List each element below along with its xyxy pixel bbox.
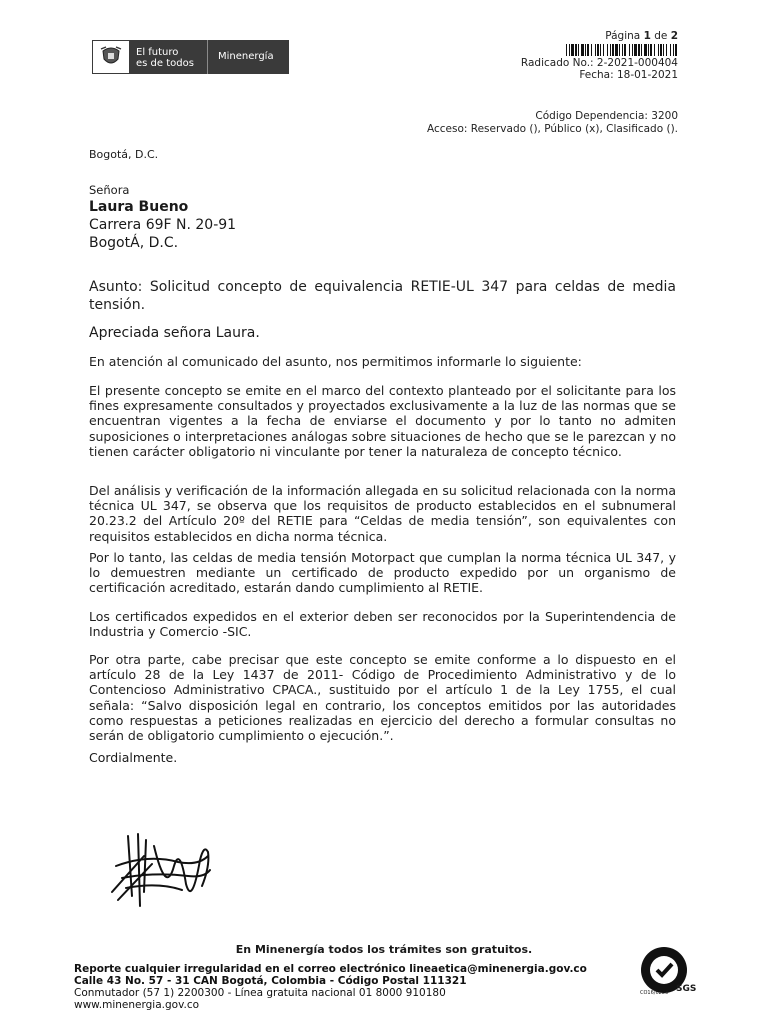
barcode-bar bbox=[658, 44, 659, 56]
paragraph-conclusion: Por lo tanto, las celdas de media tensión Motorpact que cumplan la norma técnica UL 347, y lo demuestren mediante un certificado de producto expedido por un organismo de certificación acreditado, estarán dando cumplimiento al RETIE. bbox=[89, 550, 676, 596]
barcode-bar bbox=[666, 44, 667, 56]
page-total: 2 bbox=[670, 30, 678, 42]
recipient-city: BogotÁ, D.C. bbox=[89, 235, 179, 251]
barcode-bar bbox=[615, 44, 618, 56]
handwritten-signature bbox=[108, 826, 216, 914]
barcode-bar bbox=[673, 44, 674, 56]
footer-phone: Conmutador (57 1) 2200300 - Línea gratuita nacional 01 8000 910180 bbox=[74, 987, 446, 999]
sgs-mark: SGS bbox=[676, 984, 697, 994]
barcode-bar bbox=[641, 44, 642, 56]
page-of: de bbox=[654, 30, 668, 42]
letter-greeting: Apreciada señora Laura. bbox=[89, 325, 260, 341]
page-current: 1 bbox=[643, 30, 651, 42]
page-prefix: Página bbox=[605, 30, 641, 42]
barcode-bar bbox=[595, 44, 596, 56]
barcode-bar bbox=[663, 44, 664, 56]
barcode-bar bbox=[603, 44, 604, 56]
recipient-name: Laura Bueno bbox=[89, 199, 189, 215]
barcode-bar bbox=[632, 44, 633, 56]
logo-ministry-name: Minenergía bbox=[218, 51, 274, 62]
barcode-bar bbox=[569, 44, 570, 56]
paragraph-scope: El presente concepto se emite en el marco del contexto planteado por el solicitante para los fines expresamente consultados y proyectados exclusivamente a la luz de las normas que se encuentran vigentes a la fecha de enviarse el documento y por lo tanto no admiten suposiciones o interpretaciones análogas sobre situaciones de hecho que se le parezcan y no tienen carácter obligatorio ni vinculante por tener la naturaleza de concepto técnico. bbox=[89, 383, 676, 459]
sgs-certification-seal bbox=[640, 942, 704, 998]
dependency-code: Código Dependencia: 3200 bbox=[535, 110, 678, 122]
logo-tagline-line-2: es de todos bbox=[136, 58, 194, 69]
paragraph-analysis: Del análisis y verificación de la información allegada en su solicitud relacionada con la norma técnica UL 347, se observa que los requisitos de producto establecidos en el subnumeral 20.23.2 del Artículo 20º del RETIE para “Celdas de media tensión”, son equivalentes con requisitos establecidos en dicha norma técnica. bbox=[89, 483, 676, 544]
barcode-bar bbox=[638, 44, 640, 56]
letter-subject: Asunto: Solicitud concepto de equivalencia RETIE-UL 347 para celdas de media tensión. bbox=[89, 279, 676, 313]
footer-ethics-line: Reporte cualquier irregularidad en el correo electrónico lineaetica@minenergia.gov.co bbox=[74, 963, 587, 975]
page-number bbox=[605, 30, 678, 43]
radicado-date: Fecha: 18-01-2021 bbox=[579, 69, 678, 81]
recipient-address: Carrera 69F N. 20-91 bbox=[89, 217, 237, 233]
barcode-icon bbox=[566, 44, 678, 56]
barcode-bar bbox=[585, 44, 586, 56]
barcode-bar bbox=[629, 44, 630, 56]
salutation-title: Señora bbox=[89, 183, 130, 197]
barcode-bar bbox=[612, 44, 614, 56]
barcode-bar bbox=[578, 44, 579, 56]
logo-tagline bbox=[130, 40, 208, 74]
barcode-bar bbox=[644, 44, 647, 56]
paragraph-certificates: Los certificados expedidos en el exterior deben ser reconocidos por la Superintendencia de Industria y Comercio -SIC. bbox=[89, 609, 676, 640]
barcode-bar bbox=[587, 44, 589, 56]
barcode-bar bbox=[650, 44, 652, 56]
barcode-bar bbox=[571, 44, 574, 56]
barcode-bar bbox=[575, 44, 577, 56]
footer-free-procedures: En Minenergía todos los trámites son gratuitos. bbox=[235, 943, 533, 956]
barcode-bar bbox=[622, 44, 623, 56]
barcode-bar bbox=[675, 44, 677, 56]
footer-address: Calle 43 No. 57 - 31 CAN Bogotá, Colombia - Código Postal 111321 bbox=[74, 975, 467, 987]
access-classification: Acceso: Reservado (), Público (x), Clasificado (). bbox=[426, 123, 678, 135]
barcode-bar bbox=[660, 44, 662, 56]
barcode-bar bbox=[600, 44, 601, 56]
paragraph-legal: Por otra parte, cabe precisar que este concepto se emite conforme a lo dispuesto en el artículo 28 de la Ley 1437 de 2011- Código de Procedimiento Administrativo y de lo Contencioso Administrativo CPACA., sustituido por el artículo 1 de la Ley 1755, el cual señala: “Salvo disposición legal en contrario, los conceptos emitidos por las autoridades como respuestas a peticiones realizadas en ejercicio del derecho a formular consultas no serán de obligatorio cumplimiento o ejecución.”. bbox=[89, 652, 676, 744]
barcode-bar bbox=[607, 44, 608, 56]
barcode-bar bbox=[619, 44, 620, 56]
letter-closing: Cordialmente. bbox=[89, 750, 178, 765]
barcode-bar bbox=[597, 44, 599, 56]
coat-of-arms-icon bbox=[92, 40, 130, 74]
logo-tagline-line-1: El futuro bbox=[136, 47, 179, 58]
barcode-bar bbox=[581, 44, 584, 56]
letter-city: Bogotá, D.C. bbox=[89, 148, 159, 161]
barcode-bar bbox=[634, 44, 637, 56]
barcode-bar bbox=[648, 44, 649, 56]
sgs-cert-code: CO16/6223 bbox=[640, 990, 669, 996]
radicado-number: Radicado No.: 2-2021-000404 bbox=[520, 57, 678, 69]
barcode-bar bbox=[670, 44, 671, 56]
barcode-bar bbox=[566, 44, 567, 56]
barcode-bar bbox=[624, 44, 626, 56]
barcode-bar bbox=[610, 44, 611, 56]
barcode-bar bbox=[591, 44, 592, 56]
paragraph-intro: En atención al comunicado del asunto, nos permitimos informarle lo siguiente: bbox=[89, 354, 582, 369]
footer-website: www.minenergia.gov.co bbox=[74, 999, 200, 1011]
barcode-bar bbox=[654, 44, 655, 56]
ministry-logo bbox=[92, 40, 289, 74]
